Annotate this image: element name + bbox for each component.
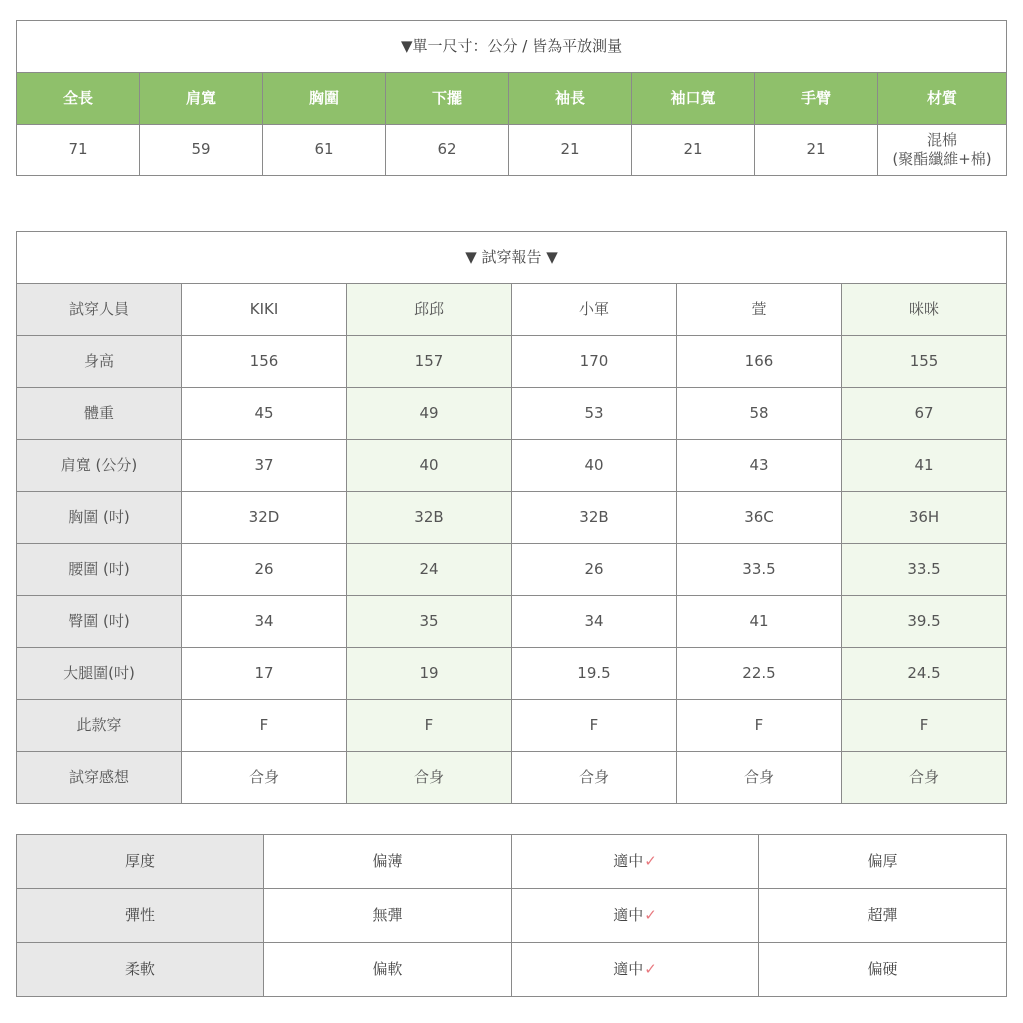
- report-cell: 36H: [842, 492, 1007, 544]
- header-shoulder: 肩寬: [140, 73, 263, 125]
- report-cell: 39.5: [842, 596, 1007, 648]
- value-cuff-width: 21: [632, 125, 755, 176]
- checkmark-icon: ✓: [644, 851, 657, 870]
- report-row: [17, 700, 1007, 752]
- value-length: 71: [17, 125, 140, 176]
- feel-option: [759, 889, 1007, 943]
- size-chart-header-row: [17, 73, 1007, 125]
- report-cell: 43: [677, 440, 842, 492]
- report-cell: 156: [182, 336, 347, 388]
- report-row-label: 肩寬 (公分): [17, 440, 182, 492]
- report-cell: 33.5: [842, 544, 1007, 596]
- report-title: ▼ 試穿報告 ▼: [17, 232, 1007, 284]
- feel-row: [17, 835, 1007, 889]
- report-cell: 19: [347, 648, 512, 700]
- report-cell: 34: [182, 596, 347, 648]
- value-chest: 61: [263, 125, 386, 176]
- report-cell: 49: [347, 388, 512, 440]
- header-arm: 手臂: [755, 73, 878, 125]
- report-cell: 40: [512, 440, 677, 492]
- report-cell: 17: [182, 648, 347, 700]
- report-cell: 170: [512, 336, 677, 388]
- header-cuff-width: 袖口寬: [632, 73, 755, 125]
- report-row-label: 腰圍 (吋): [17, 544, 182, 596]
- size-chart-value-row: [17, 125, 1007, 176]
- report-cell: F: [347, 700, 512, 752]
- report-cell: 32B: [512, 492, 677, 544]
- report-cell: 67: [842, 388, 1007, 440]
- feel-option-label: 超彈: [867, 905, 898, 924]
- report-cell: 45: [182, 388, 347, 440]
- header-chest: 胸圍: [263, 73, 386, 125]
- value-shoulder: 59: [140, 125, 263, 176]
- header-sleeve-length: 袖長: [509, 73, 632, 125]
- report-cell: F: [677, 700, 842, 752]
- report-row-label: 大腿圍(吋): [17, 648, 182, 700]
- header-length: 全長: [17, 73, 140, 125]
- report-cell: F: [842, 700, 1007, 752]
- feel-option-label: 適中: [613, 905, 644, 924]
- report-row: [17, 440, 1007, 492]
- report-row: [17, 284, 1007, 336]
- feel-option-label: 偏薄: [372, 851, 403, 870]
- report-cell: 32D: [182, 492, 347, 544]
- report-cell: 36C: [677, 492, 842, 544]
- report-row-label: 身高: [17, 336, 182, 388]
- report-cell: 19.5: [512, 648, 677, 700]
- report-cell: 咪咪: [842, 284, 1007, 336]
- report-cell: 24.5: [842, 648, 1007, 700]
- report-cell: 41: [842, 440, 1007, 492]
- report-cell: 合身: [347, 752, 512, 804]
- report-cell: 166: [677, 336, 842, 388]
- report-row: [17, 336, 1007, 388]
- report-cell: 40: [347, 440, 512, 492]
- report-cell: 41: [677, 596, 842, 648]
- report-cell: 32B: [347, 492, 512, 544]
- report-row-label: 臀圍 (吋): [17, 596, 182, 648]
- report-cell: KIKI: [182, 284, 347, 336]
- feel-option: [264, 889, 512, 943]
- report-cell: F: [512, 700, 677, 752]
- report-row: [17, 596, 1007, 648]
- report-cell: 53: [512, 388, 677, 440]
- feel-option: [759, 835, 1007, 889]
- feel-option: [512, 889, 759, 943]
- report-row-label: 此款穿: [17, 700, 182, 752]
- feel-option-label: 偏硬: [867, 959, 898, 978]
- feel-option-label: 適中: [613, 959, 644, 978]
- feel-option-label: 無彈: [372, 905, 403, 924]
- report-cell: 26: [512, 544, 677, 596]
- report-row: [17, 388, 1007, 440]
- feel-option-label: 適中: [613, 851, 644, 870]
- feel-option-label: 偏厚: [867, 851, 898, 870]
- value-material: [878, 125, 1007, 176]
- report-cell: 26: [182, 544, 347, 596]
- checkmark-icon: ✓: [644, 959, 657, 978]
- feel-row-label: 柔軟: [17, 943, 264, 997]
- report-cell: 萱: [677, 284, 842, 336]
- report-row-label: 體重: [17, 388, 182, 440]
- feel-row-label: 厚度: [17, 835, 264, 889]
- report-cell: 小軍: [512, 284, 677, 336]
- value-hem: 62: [386, 125, 509, 176]
- report-cell: 合身: [677, 752, 842, 804]
- report-cell: 34: [512, 596, 677, 648]
- report-row: [17, 752, 1007, 804]
- feel-option-label: 偏軟: [372, 959, 403, 978]
- feel-row: [17, 889, 1007, 943]
- header-material: 材質: [878, 73, 1007, 125]
- report-cell: 33.5: [677, 544, 842, 596]
- feel-row: [17, 943, 1007, 997]
- report-cell: 24: [347, 544, 512, 596]
- feel-option: [264, 943, 512, 997]
- checkmark-icon: ✓: [644, 905, 657, 924]
- fabric-feel-table: [16, 834, 1007, 997]
- report-cell: 155: [842, 336, 1007, 388]
- value-sleeve-length: 21: [509, 125, 632, 176]
- report-cell: 合身: [182, 752, 347, 804]
- material-line-1: 混棉: [927, 130, 958, 149]
- feel-row-label: 彈性: [17, 889, 264, 943]
- feel-option: [759, 943, 1007, 997]
- feel-option: [512, 835, 759, 889]
- try-on-report-table: [16, 231, 1007, 804]
- report-cell: 58: [677, 388, 842, 440]
- feel-option: [264, 835, 512, 889]
- value-arm: 21: [755, 125, 878, 176]
- header-hem: 下擺: [386, 73, 509, 125]
- report-cell: 合身: [512, 752, 677, 804]
- report-row: [17, 492, 1007, 544]
- report-cell: F: [182, 700, 347, 752]
- report-cell: 37: [182, 440, 347, 492]
- report-cell: 邱邱: [347, 284, 512, 336]
- report-row: [17, 544, 1007, 596]
- report-row-label: 試穿人員: [17, 284, 182, 336]
- report-row-label: 試穿感想: [17, 752, 182, 804]
- size-chart-table: [16, 20, 1007, 176]
- report-row-label: 胸圍 (吋): [17, 492, 182, 544]
- report-cell: 157: [347, 336, 512, 388]
- report-cell: 35: [347, 596, 512, 648]
- report-cell: 22.5: [677, 648, 842, 700]
- report-row: [17, 648, 1007, 700]
- report-cell: 合身: [842, 752, 1007, 804]
- feel-option: [512, 943, 759, 997]
- size-chart-title: ▼單一尺寸：公分 / 皆為平放測量: [17, 21, 1007, 73]
- material-line-2: (聚酯纖維+棉): [892, 150, 992, 168]
